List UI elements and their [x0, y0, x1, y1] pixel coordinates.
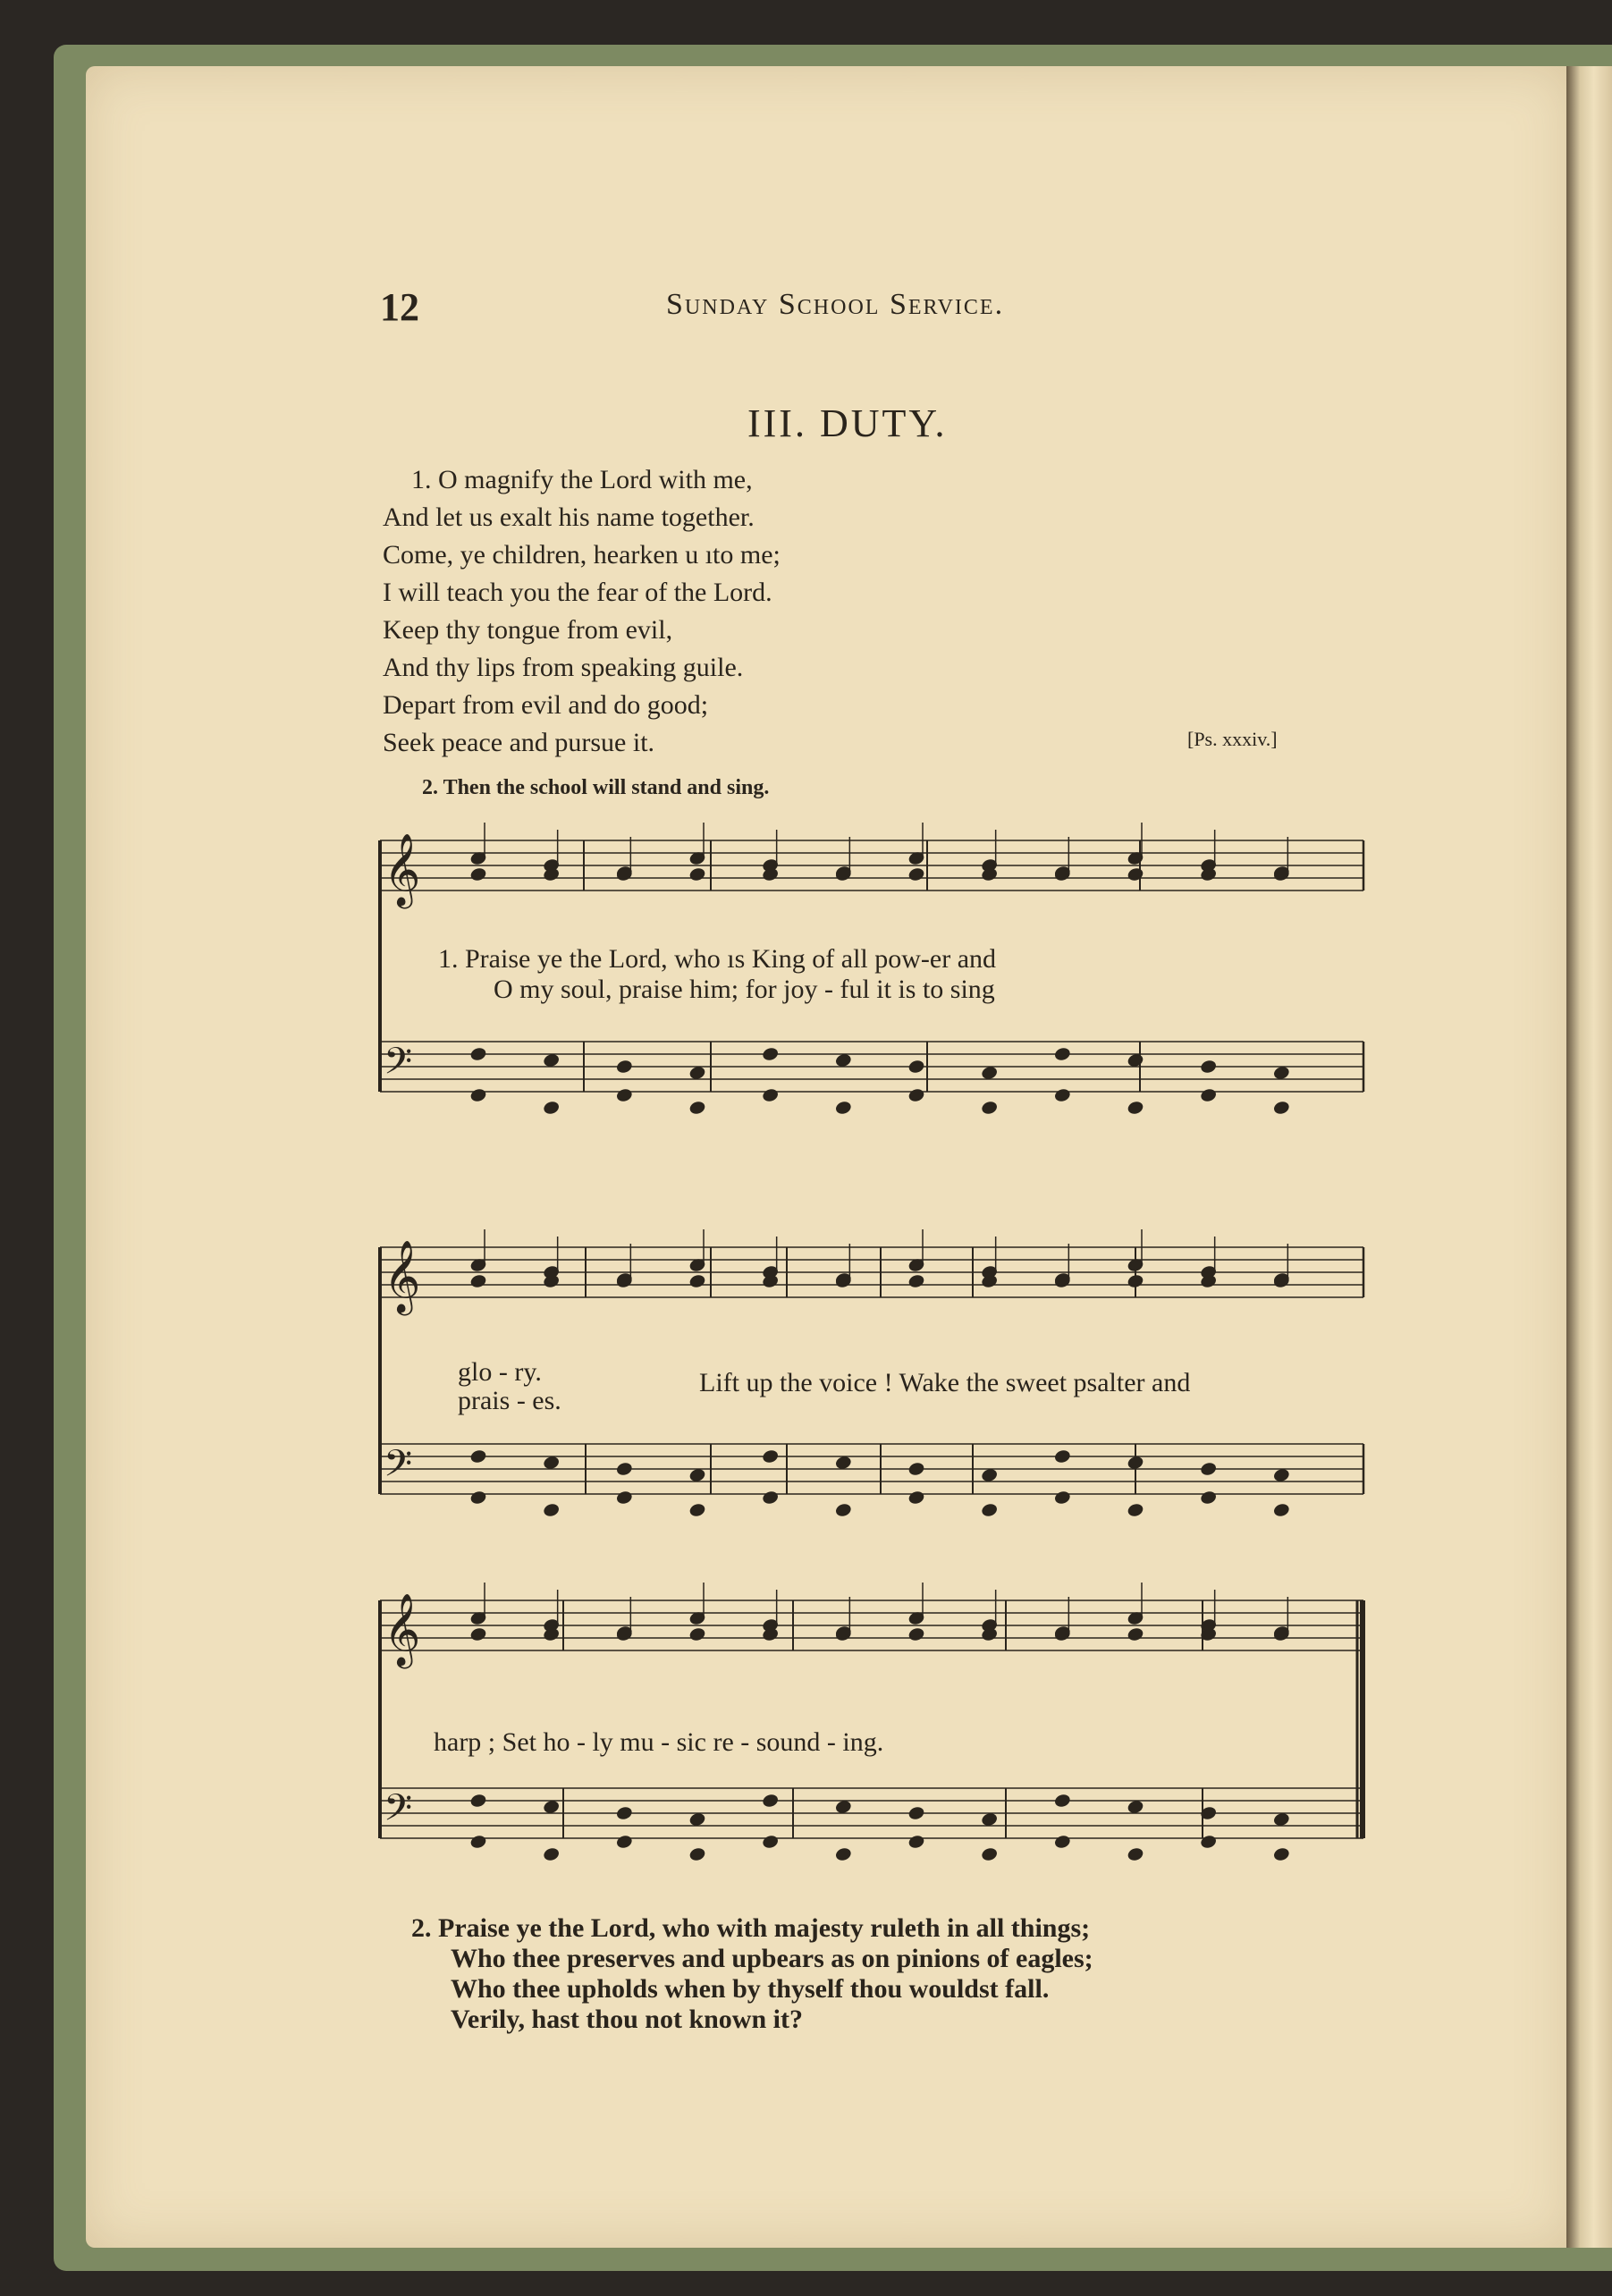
- running-head: Sunday School Service.: [666, 288, 1005, 321]
- note-head: [1200, 1059, 1217, 1075]
- verse-line: Who thee upholds when by thyself thou wouldst fall.: [451, 1974, 1050, 2004]
- note-head: [688, 867, 705, 882]
- lyric-line: harp ; Set ho - ly mu - sic re - sound - ing.: [434, 1727, 884, 1757]
- scripture-reference: [Ps. xxxiv.]: [1187, 728, 1278, 750]
- note-head: [981, 1468, 998, 1483]
- note-head: [688, 1101, 705, 1116]
- note-head: [688, 1847, 705, 1862]
- note-head: [981, 1503, 998, 1518]
- note-head: [543, 1800, 560, 1815]
- note-head: [762, 1490, 779, 1506]
- note-head: [762, 1835, 779, 1850]
- verse-line: Keep thy tongue from evil,: [383, 615, 673, 645]
- note-head: [469, 1088, 486, 1103]
- verse-line: And let us exalt his name together.: [383, 502, 755, 532]
- note-head: [616, 1088, 633, 1103]
- note-head: [469, 1490, 486, 1506]
- verse-line: 2. Praise ye the Lord, who with majesty ruleth in all things;: [411, 1913, 1091, 1943]
- lyric-line: O my soul, praise him; for joy - ful it is to sing: [494, 975, 995, 1004]
- note-head: [688, 1627, 705, 1642]
- note-head: [907, 867, 924, 882]
- note-head: [1054, 1794, 1071, 1809]
- note-head: [688, 1468, 705, 1483]
- note-head: [688, 1274, 705, 1289]
- note-head: [616, 1462, 633, 1477]
- note-head: [762, 1088, 779, 1103]
- note-head: [1273, 1847, 1290, 1862]
- note-head: [1273, 1468, 1290, 1483]
- note-head: [907, 1627, 924, 1642]
- note-head: [1054, 1088, 1071, 1103]
- note-head: [981, 1847, 998, 1862]
- verse-line: Who thee preserves and upbears as on pinions of eagles;: [451, 1944, 1093, 1973]
- verse-line: I will teach you the fear of the Lord.: [383, 578, 772, 607]
- verse-line: Depart from evil and do good;: [383, 690, 709, 720]
- note-head: [1127, 1274, 1144, 1289]
- note-head: [907, 1088, 924, 1103]
- lyric-line: Lift up the voice ! Wake the sweet psalter and: [699, 1368, 1191, 1397]
- note-head: [1273, 1503, 1290, 1518]
- note-head: [835, 1053, 852, 1068]
- note-head: [1054, 1835, 1071, 1850]
- note-head: [469, 867, 486, 882]
- note-head: [1127, 1456, 1144, 1471]
- note-head: [616, 1059, 633, 1075]
- verse-line: Verily, hast thou not known it?: [451, 2005, 803, 2034]
- note-head: [469, 1449, 486, 1465]
- note-head: [543, 1456, 560, 1471]
- note-head: [835, 1503, 852, 1518]
- lyric-line: prais - es.: [458, 1386, 561, 1415]
- note-head: [1273, 1101, 1290, 1116]
- treble-clef-icon: 𝄞: [384, 836, 421, 905]
- note-head: [1273, 1812, 1290, 1828]
- note-head: [543, 1503, 560, 1518]
- note-head: [469, 1794, 486, 1809]
- note-head: [981, 1812, 998, 1828]
- note-head: [1200, 1490, 1217, 1506]
- note-head: [981, 1066, 998, 1081]
- note-head: [1127, 1101, 1144, 1116]
- note-head: [616, 1835, 633, 1850]
- note-head: [907, 1835, 924, 1850]
- note-head: [835, 1456, 852, 1471]
- note-head: [1054, 1490, 1071, 1506]
- note-head: [907, 1806, 924, 1821]
- note-head: [907, 1059, 924, 1075]
- treble-clef-icon: 𝄞: [384, 1243, 421, 1312]
- note-head: [469, 1835, 486, 1850]
- note-head: [1127, 1800, 1144, 1815]
- note-head: [907, 1462, 924, 1477]
- verse-line: 1. O magnify the Lord with me,: [411, 465, 753, 494]
- note-head: [1127, 1847, 1144, 1862]
- verse-line: And thy lips from speaking guile.: [383, 653, 744, 682]
- page-number: 12: [380, 285, 419, 329]
- note-head: [1273, 1066, 1290, 1081]
- note-head: [688, 1503, 705, 1518]
- treble-clef-icon: 𝄞: [384, 1596, 421, 1665]
- note-head: [1200, 1088, 1217, 1103]
- note-head: [1200, 1462, 1217, 1477]
- note-head: [616, 1490, 633, 1506]
- note-head: [1127, 1053, 1144, 1068]
- note-head: [1054, 1047, 1071, 1062]
- note-head: [981, 1101, 998, 1116]
- verse-2: [411, 1913, 1093, 2035]
- note-head: [543, 1053, 560, 1068]
- note-head: [907, 1490, 924, 1506]
- note-head: [835, 1800, 852, 1815]
- note-head: [688, 1066, 705, 1081]
- bass-clef-icon: 𝄢: [384, 1443, 413, 1493]
- note-head: [907, 1274, 924, 1289]
- note-head: [762, 1047, 779, 1062]
- note-head: [1127, 1627, 1144, 1642]
- verse-line: Seek peace and pursue it.: [383, 728, 655, 757]
- note-head: [543, 1101, 560, 1116]
- note-head: [688, 1812, 705, 1828]
- performance-direction: 2. Then the school will stand and sing.: [422, 776, 770, 799]
- bass-clef-icon: 𝄢: [384, 1787, 413, 1837]
- note-head: [1054, 1449, 1071, 1465]
- bass-clef-icon: 𝄢: [384, 1041, 413, 1091]
- note-head: [469, 1047, 486, 1062]
- note-head: [543, 1847, 560, 1862]
- note-head: [835, 1847, 852, 1862]
- verse-line: Come, ye children, hearken u ıto me;: [383, 540, 781, 570]
- note-head: [469, 1627, 486, 1642]
- note-head: [762, 1794, 779, 1809]
- lyric-line: 1. Praise ye the Lord, who ıs King of all pow-er and: [438, 944, 997, 974]
- note-head: [835, 1101, 852, 1116]
- lyric-line: glo - ry.: [458, 1357, 542, 1387]
- note-head: [469, 1274, 486, 1289]
- note-head: [1127, 867, 1144, 882]
- section-title: III. DUTY.: [747, 401, 948, 445]
- note-head: [616, 1806, 633, 1821]
- note-head: [1127, 1503, 1144, 1518]
- note-head: [762, 1449, 779, 1465]
